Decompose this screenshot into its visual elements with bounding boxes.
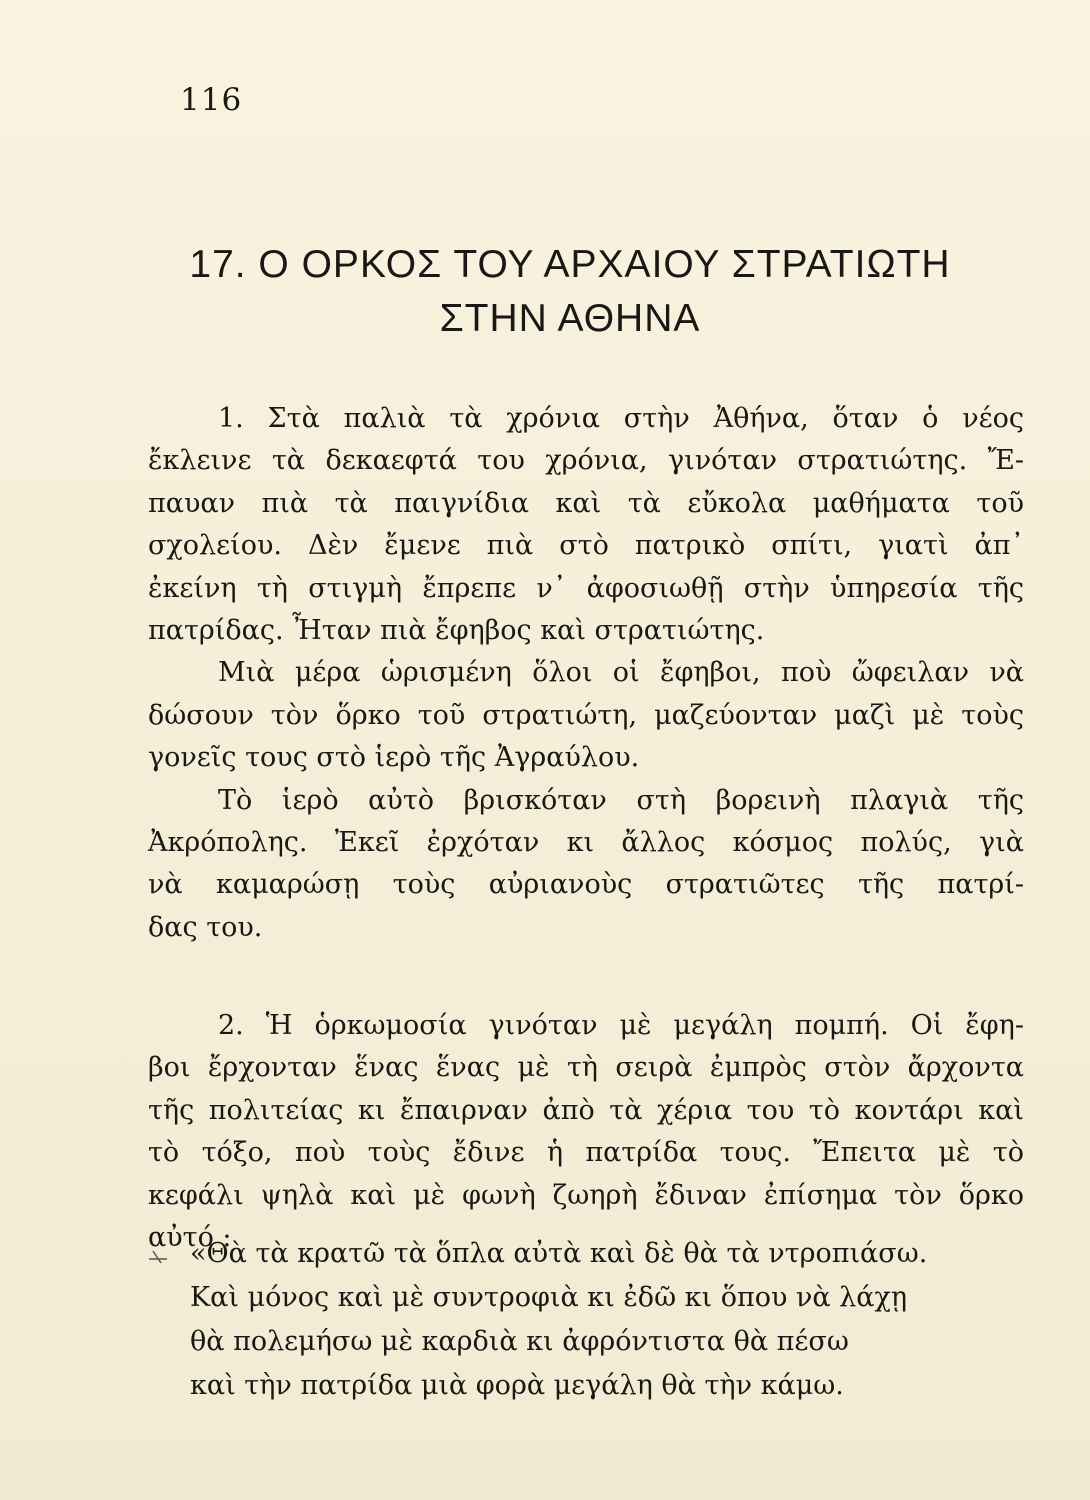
text-line: αὐτό : bbox=[148, 1222, 232, 1254]
text-line: γονεῖς τους στὸ ἱερὸ τῆς Ἀγραύλου. bbox=[148, 742, 640, 774]
page-number: 116 bbox=[180, 82, 243, 118]
paragraph-1 bbox=[148, 398, 1024, 652]
oath-verse bbox=[170, 1232, 927, 1408]
text-line: βοι ἔρχονταν ἕνας ἕνας μὲ τὴ σειρὰ ἐμπρὸς στὸν ἄρχοντα bbox=[148, 1052, 1024, 1084]
text-line: δώσουν τὸν ὅρκο τοῦ στρατιώτη, μαζεύονταν μαζὶ μὲ τοὺς bbox=[148, 699, 1024, 731]
oath-line: καὶ τὴν πατρίδα μιὰ φορὰ μεγάλη θὰ τὴν κάμω. bbox=[190, 1370, 844, 1401]
text-line: 1. Στὰ παλιὰ τὰ χρόνια στὴν Ἀθήνα, ὅταν ὁ νέος bbox=[218, 403, 1024, 434]
chapter-title bbox=[150, 238, 990, 346]
text-line: δας του. bbox=[148, 911, 263, 943]
section-gap bbox=[148, 949, 1024, 1005]
oath-line: «Θὰ τὰ κρατῶ τὰ ὅπλα αὐτὰ καὶ δὲ θὰ τὰ ντροπιάσω. bbox=[190, 1238, 928, 1269]
oath-line: θὰ πολεμήσω μὲ καρδιὰ κι ἀφρόντιστα θὰ πέσω bbox=[190, 1326, 849, 1357]
chapter-title-line-1: 17. Ο ΟΡΚΟΣ ΤΟΥ ΑΡΧΑΙΟΥ ΣΤΡΑΤΙΩΤΗ bbox=[189, 243, 951, 286]
text-line: τὸ τόξο, ποὺ τοὺς ἔδινε ἡ πατρίδα τους. Ἔπειτα μὲ τὸ bbox=[148, 1137, 1024, 1169]
text-line: πατρίδας. Ἦταν πιὰ ἔφηβος καὶ στρατιώτης. bbox=[148, 614, 765, 646]
text-line: Τὸ ἱερὸ αὐτὸ βρισκόταν στὴ βορεινὴ πλαγιὰ τῆς bbox=[218, 784, 1024, 816]
text-line: σχολείου. Δὲν ἔμενε πιὰ στὸ πατρικὸ σπίτι, γιατὶ ἀπ᾽ bbox=[148, 530, 1024, 562]
chapter-title-line-2: ΣΤΗΝ ΑΘΗΝΑ bbox=[439, 297, 701, 340]
text-line: Μιὰ μέρα ὡρισμένη ὅλοι οἱ ἔφηβοι, ποὺ ὤφειλαν νὰ bbox=[218, 657, 1024, 689]
paragraph-2 bbox=[148, 652, 1024, 779]
pencil-mark-icon bbox=[147, 1242, 169, 1272]
text-line: νὰ καμαρώσῃ τοὺς αὐριανοὺς στρατιῶτες τῆς πατρί- bbox=[148, 869, 1024, 901]
oath-line: Καὶ μόνος καὶ μὲ συντροφιὰ κι ἐδῶ κι ὅπου νὰ λάχῃ bbox=[190, 1282, 908, 1313]
text-line: Ἀκρόπολης. Ἐκεῖ ἐρχόταν κι ἄλλος κόσμος πολύς, γιὰ bbox=[148, 826, 1024, 858]
text-line: ἔκλεινε τὰ δεκαεφτά του χρόνια, γινόταν στρατιώτης. Ἔ- bbox=[148, 445, 1024, 477]
paragraph-3 bbox=[148, 780, 1024, 950]
text-line: τῆς πολιτείας κι ἔπαιρναν ἀπὸ τὰ χέρια του τὸ κοντάρι καὶ bbox=[148, 1094, 1024, 1126]
paragraph-4 bbox=[148, 1005, 1024, 1259]
chapter-body bbox=[148, 398, 1024, 1259]
text-line: 2. Ἡ ὁρκωμοσία γινόταν μὲ μεγάλη πομπή. Οἱ ἔφη- bbox=[218, 1010, 1024, 1042]
text-line: κεφάλι ψηλὰ καὶ μὲ φωνὴ ζωηρὴ ἔδιναν ἐπίσημα τὸν ὅρκο bbox=[148, 1179, 1024, 1211]
text-line: παυαν πιὰ τὰ παιγνίδια καὶ τὰ εὔκολα μαθήματα τοῦ bbox=[148, 487, 1024, 519]
text-line: ἐκείνη τὴ στιγμὴ ἔπρεπε ν᾽ ἀφοσιωθῇ στὴν ὑπηρεσία τῆς bbox=[148, 572, 1024, 604]
